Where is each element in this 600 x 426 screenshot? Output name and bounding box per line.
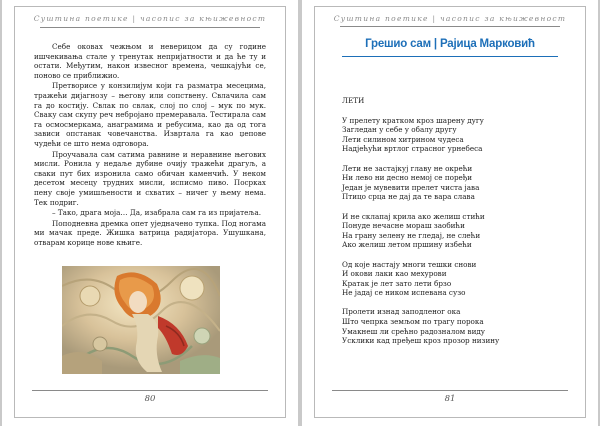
paragraph: Поподневна дремка опет уједначено тупка. Под ногама ми мачак преде. Жишка ватрица радијатора. Ушушкана, отварам корице нове књиге. [34, 218, 266, 247]
artwork-painting [62, 266, 220, 374]
poem-line: Пролети изнад заподленог ока [342, 307, 461, 317]
poem-line: У прелету кратком кроз шарену дугу [342, 115, 484, 125]
paragraph: – Тако, драга моја… Да, изабрала сам га из пријатеља. [52, 208, 262, 218]
stanza [342, 116, 572, 154]
poem-line: Ни лево ни десно немој се поређи [342, 173, 473, 183]
painting-image [62, 266, 220, 374]
title-rule [342, 56, 558, 57]
poem-line: Умакнеш ли срећно радозналом виду [342, 326, 486, 336]
poem-line: И не склапај крила ако желиш стићи [342, 211, 485, 221]
poem-line: Један је мувевити прелет чиста јава [342, 182, 480, 192]
stanza [342, 164, 572, 202]
article-title: Грешио сам | Рајица Марковић [365, 38, 535, 50]
stanza [342, 307, 572, 345]
left-page [2, 0, 298, 426]
right-page [302, 0, 598, 426]
poem [342, 96, 572, 355]
left-running-head: Суштина поетике | часопис за књижевност [33, 14, 267, 23]
left-footer-rule [32, 390, 268, 391]
poem-line: Загледан у себе у обалу другу [342, 125, 457, 135]
poem-line: Лети силином хитрином чудеса [342, 134, 464, 144]
stanza [342, 260, 572, 298]
poem-line: Што чепрка земљом по трагу порока [342, 317, 484, 327]
poem-line: Од које настају многи тешки снови [342, 259, 477, 269]
poem-title: ЛЕТИ [342, 96, 365, 105]
right-running-head: Суштина поетике | часопис за књижевност [333, 14, 567, 23]
right-footer-rule [332, 390, 568, 391]
poem-line: Надјећући вртлог страсног урнебеса [342, 144, 483, 154]
poem-line: Понуде нечасне мораш заобићи [342, 221, 465, 231]
poem-line: И окови лаки као мехурови [342, 269, 447, 279]
left-body-text [34, 42, 266, 247]
poem-line: Ако желиш летом пршину избећи [342, 240, 472, 250]
poem-line: Не јадај се ником испевана сузо [342, 288, 466, 298]
page-number-left: 80 [144, 394, 156, 404]
poem-line: Кратак је лет зато лети брзо [342, 278, 452, 288]
paragraph: Проучавала сам сатима равнине и неравнине његових мисли. Ронила у недаље дубине очију тражећи драгуљ, а сваки пут бих изронила само обичан каменчић. У неком десетом месецу трудних мисли, исписмо пиво. Посрках пену своје умишљености и схватих – ничег у њему нема. Тек подриг. [34, 149, 266, 207]
poem-line: Лети не застајкуј главу не окрећи [342, 163, 473, 173]
paragraph: Претворисе у конзилијум који га разматра месецима, тражећи дијагнозу – његову или сопствену. Свлачила сам га до костију. Свлак по свлак, слој по слој – мук по мук. Сваку сам скупу реч небројано премеравала. Тестирала сам га осмосмеркама, анаграмима и ребусима, као да од тога зависи опстанак човечанства. Извртала га као џепове чудећи се што нема одговора. [34, 81, 266, 148]
poem-line: Птицо срца не дај да те вара слава [342, 192, 475, 202]
paragraph: Себе оковах чежњом и неверицом да су године ишчекивања стале у тренутак непријатности и да ће ту и остати. Међутим, након извесног времена, чешкајући се, поново се приближио. [34, 42, 266, 80]
page-number-right: 81 [444, 394, 456, 404]
stanza [342, 212, 572, 250]
left-header-rule [40, 27, 260, 28]
poem-line: Усклики кад пређеш кроз прозор низину [342, 336, 500, 346]
poem-line: На грану зелену не гледај, не слећи [342, 230, 481, 240]
right-header-rule [340, 26, 560, 27]
